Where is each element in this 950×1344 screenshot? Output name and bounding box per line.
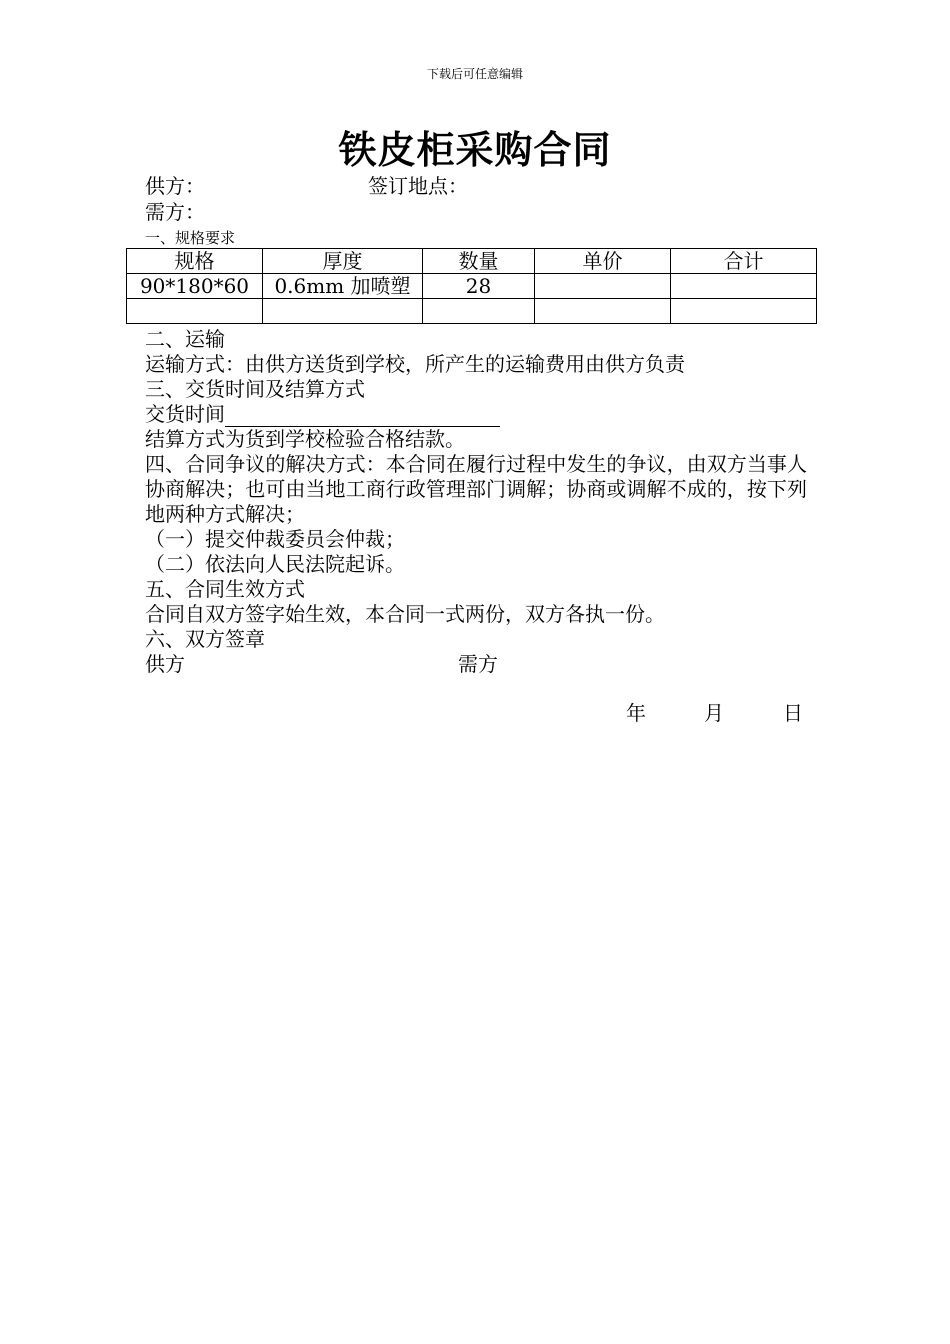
- signature-buyer: 需方: [458, 652, 498, 676]
- section2-heading: 二、运输: [145, 327, 225, 351]
- table-header-cell: 规格: [127, 249, 263, 274]
- section6-heading: 六、双方签章: [145, 627, 265, 651]
- table-header-cell: 单价: [535, 249, 671, 274]
- table-cell: [671, 274, 817, 299]
- header-note: 下载后可任意编辑: [426, 67, 523, 81]
- table-header-cell: 厚度: [263, 249, 423, 274]
- table-cell: [535, 299, 671, 324]
- section5-text: 合同自双方签字始生效，本合同一式两份，双方各执一份。: [145, 602, 665, 626]
- date-month: 月: [704, 701, 724, 725]
- table-cell: 0.6mm 加喷塑: [263, 274, 423, 299]
- delivery-time-blank: [225, 404, 500, 427]
- section1-heading: 一、规格要求: [145, 229, 236, 247]
- settlement-text: 结算方式为货到学校检验合格结款。: [145, 427, 465, 451]
- section2-text: 运输方式：由供方送货到学校，所产生的运输费用由供方负责: [145, 352, 685, 376]
- table-cell: [423, 299, 535, 324]
- section3-heading: 三、交货时间及结算方式: [145, 377, 365, 401]
- table-cell: 28: [423, 274, 535, 299]
- document-title: 铁皮柜采购合同: [338, 127, 612, 172]
- table-cell: [263, 299, 423, 324]
- section5-heading: 五、合同生效方式: [145, 577, 305, 601]
- date-year: 年: [626, 701, 646, 725]
- table-cell: [535, 274, 671, 299]
- table-row: [127, 299, 817, 324]
- table-header-cell: 合计: [671, 249, 817, 274]
- table-row: [127, 274, 817, 299]
- section4-text: 四、合同争议的解决方式：本合同在履行过程中发生的争议，由双方当事人协商解决；也可由当地工商行政管理部门调解；协商或调解不成的，按下列地两种方式解决；: [145, 452, 807, 526]
- table-cell: 90*180*60: [127, 274, 263, 299]
- table-cell: [671, 299, 817, 324]
- spec-table: [126, 248, 817, 324]
- supplier-label: 供方：: [145, 174, 205, 198]
- section4-option1: （一）提交仲裁委员会仲裁；: [145, 527, 405, 551]
- delivery-time-line: [145, 402, 500, 427]
- sign-place-label: 签订地点：: [368, 174, 468, 198]
- table-cell: [127, 299, 263, 324]
- signature-supplier: 供方: [145, 652, 185, 676]
- table-header-cell: 数量: [423, 249, 535, 274]
- buyer-label: 需方：: [145, 200, 205, 224]
- section4-option2: （二）依法向人民法院起诉。: [145, 552, 405, 576]
- table-header-row: [127, 249, 817, 274]
- date-day: 日: [783, 701, 803, 725]
- delivery-time-label: 交货时间: [145, 402, 225, 426]
